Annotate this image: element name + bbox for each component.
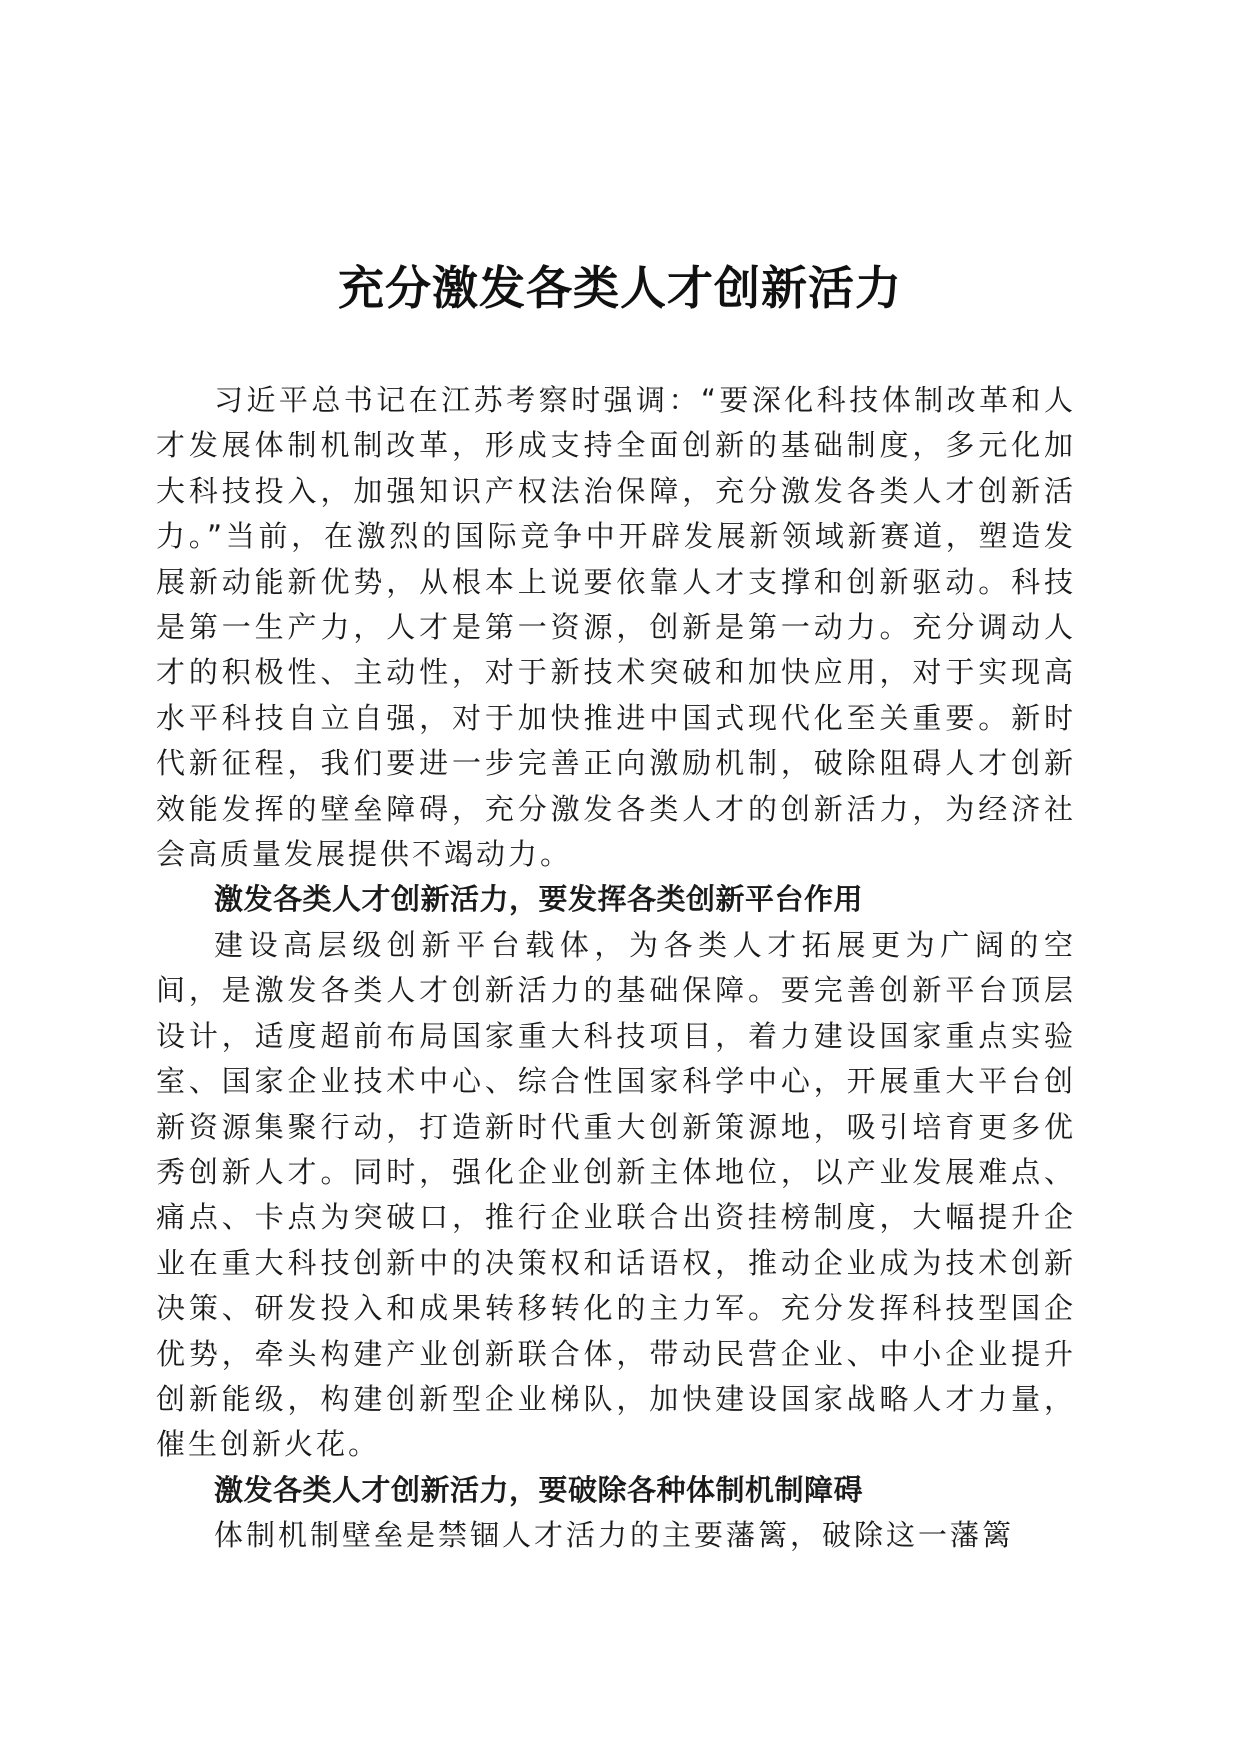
institutional-barriers-paragraph: 体制机制壁垒是禁锢人才活力的主要藩篱，破除这一藩篱 (214, 1518, 1015, 1553)
document-body (156, 378, 1076, 1559)
section-heading-innovation-platforms: 激发各类人才创新活力，要发挥各类创新平台作用 (214, 882, 864, 917)
innovation-platforms-paragraph: 建设高层级创新平台载体，为各类人才拓展更为广阔的空间，是激发各类人才创新活力的基础保障。要完善创新平台顶层设计，适度超前布局国家重大科技项目，着力建设国家重点实验室、国家企业技术中心、综合性国家科学中心，开展重大平台创新资源集聚行动，打造新时代重大创新策源地，吸引培育更多优秀创新人才。同时，强化企业创新主体地位，以产业发展难点、痛点、卡点为突破口，推行企业联合出资挂榜制度，大幅提升企业在重大科技创新中的决策权和话语权，推动企业成为技术创新决策、研发投入和成果转移转化的主力军。充分发挥科技型国企优势，牵头构建产业创新联合体，带动民营企业、中小企业提升创新能级，构建创新型企业梯队，加快建设国家战略人才力量，催生创新火花。 (156, 927, 1076, 1462)
section-heading-institutional-barriers: 激发各类人才创新活力，要破除各种体制机制障碍 (214, 1472, 864, 1507)
intro-paragraph: 习近平总书记在江苏考察时强调：“要深化科技体制改革和人才发展体制机制改革，形成支持全面创新的基础制度，多元化加大科技投入，加强知识产权法治保障，充分激发各类人才创新活力。”当前，在激烈的国际竞争中开辟发展新领域新赛道，塑造发展新动能新优势，从根本上说要依靠人才支撑和创新驱动。科技是第一生产力，人才是第一资源，创新是第一动力。充分调动人才的积极性、主动性，对于新技术突破和加快应用，对于实现高水平科技自立自强，对于加快推进中国式现代化至关重要。新时代新征程，我们要进一步完善正向激励机制，破除阻碍人才创新效能发挥的壁垒障碍，充分激发各类人才的创新活力，为经济社会高质量发展提供不竭动力。 (156, 383, 1076, 872)
document-title: 充分激发各类人才创新活力 (338, 261, 902, 315)
